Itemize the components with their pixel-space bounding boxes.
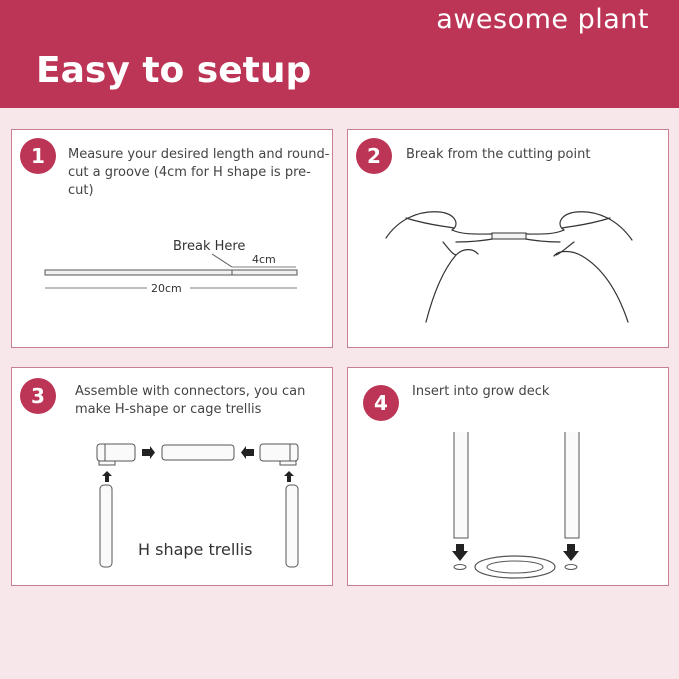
arrow-right-icon: [142, 446, 155, 459]
step-2-panel: [347, 129, 669, 348]
arrow-down-icon: [452, 544, 468, 561]
right-stake: [565, 432, 579, 538]
snapped-stick: [492, 233, 526, 239]
grow-deck-illustration: [348, 368, 670, 587]
header-banner: [0, 0, 679, 108]
hole-right: [565, 565, 577, 570]
assembly-illustration: [12, 368, 334, 587]
step-4-badge: 4: [363, 385, 399, 421]
stick-shape: [45, 270, 297, 275]
step-4-text: Insert into grow deck: [412, 384, 550, 399]
arrow-up-icon-right: [284, 471, 294, 482]
stick-measure-illustration: [12, 130, 334, 349]
hole-left: [454, 565, 466, 570]
page-title: Easy to setup: [36, 50, 312, 91]
arrow-left-icon: [241, 446, 254, 459]
step-1-badge: 1: [20, 138, 56, 174]
step-3-badge: 3: [20, 378, 56, 414]
break-here-label: Break Here: [173, 239, 246, 254]
h-shape-caption: H shape trellis: [138, 540, 253, 559]
left-connector: [97, 444, 135, 465]
left-stake: [454, 432, 468, 538]
left-vertical-stick: [100, 485, 112, 567]
step-1-text: Measure your desired length and round-cut a groove (4cm for H shape is pre-cut): [68, 147, 330, 198]
middle-stick: [162, 445, 234, 460]
step-2-badge: 2: [356, 138, 392, 174]
short-length-label: 4cm: [252, 253, 276, 266]
step-2-text: Break from the cutting point: [406, 147, 591, 162]
arrow-down-icon-right: [563, 544, 579, 561]
long-length-label: 20cm: [151, 282, 182, 295]
step-3-text: Assemble with connectors, you can make H-shape or cage trellis: [75, 384, 306, 417]
hands-breaking-illustration: [348, 130, 670, 349]
arrow-up-icon: [102, 471, 112, 482]
right-connector: [260, 444, 298, 465]
brand-name: awesome plant: [436, 4, 649, 35]
right-vertical-stick: [286, 485, 298, 567]
step-4-panel: [347, 367, 669, 586]
break-pointer-line: [212, 254, 232, 267]
step-1-panel: [11, 129, 333, 348]
step-3-panel: [11, 367, 333, 586]
grow-deck-ring-inner: [487, 561, 543, 573]
